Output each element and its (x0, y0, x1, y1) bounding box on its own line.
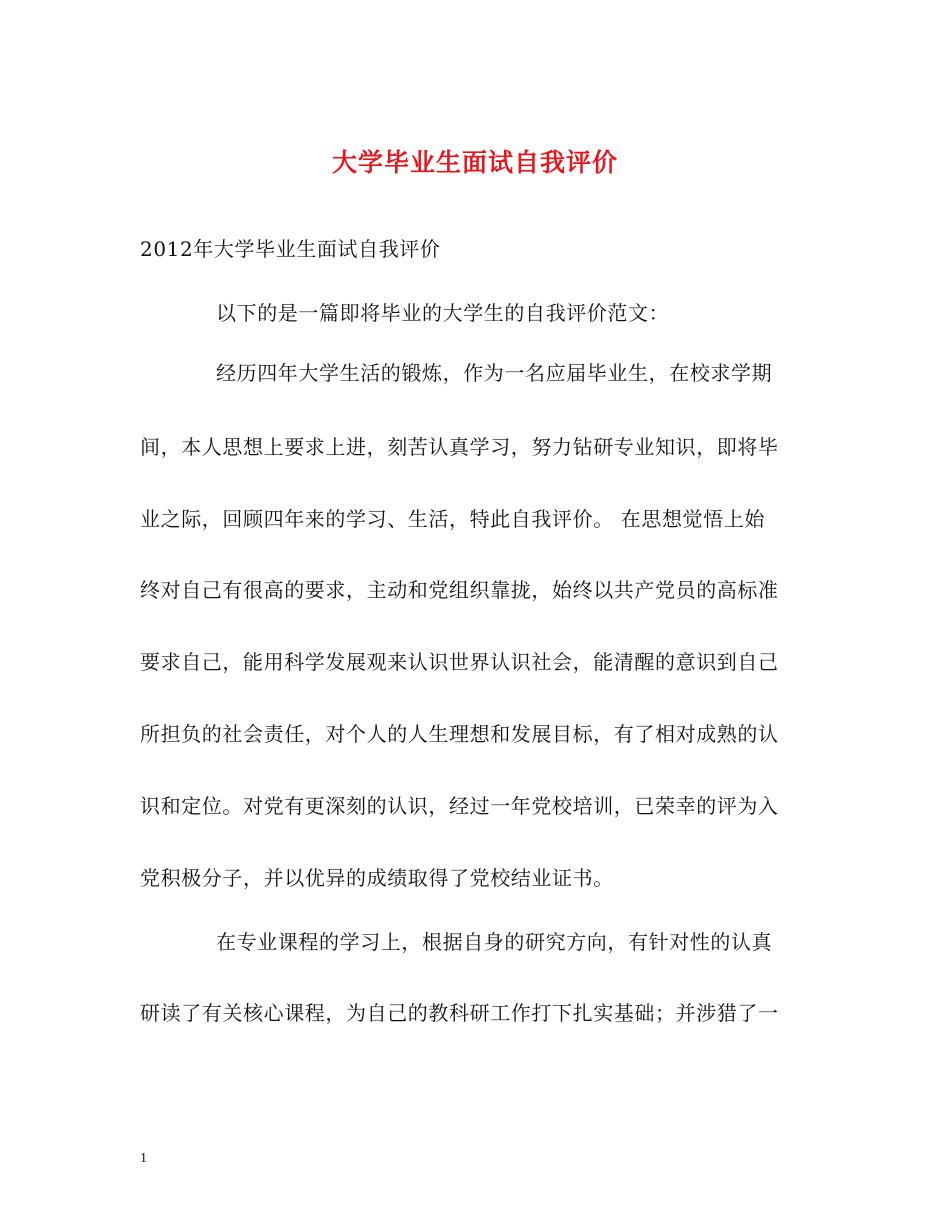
paragraph-line: 党积极分子，并以优异的成绩取得了党校结业证书。 (140, 866, 614, 890)
paragraph-line: 间，本人思想上要求上进，刻苦认真学习，努力钻研专业知识，即将毕 (140, 435, 779, 459)
paragraph-line: 业之际，回顾四年来的学习、生活，特此自我评价。 在思想觉悟上始 (140, 507, 765, 531)
document-subtitle: 2012年大学毕业生面试自我评价 (140, 237, 441, 261)
paragraph-line: 所担负的社会责任，对个人的人生理想和发展目标，有了相对成熟的认 (140, 722, 779, 746)
paragraph-line: 终对自己有很高的要求，主动和党组织靠拢，始终以共产党员的高标准 (140, 578, 779, 602)
document-title: 大学毕业生面试自我评价 (331, 148, 618, 177)
paragraph-line: 识和定位。对党有更深刻的认识，经过一年党校培训，已荣幸的评为入 (140, 794, 779, 818)
page-number: 1 (140, 1151, 147, 1166)
paragraph-line: 研读了有关核心课程，为自己的教科研工作打下扎实基础；并涉猎了一 (140, 1001, 779, 1025)
paragraph-line: 经历四年大学生活的锻炼，作为一名应届毕业生，在校求学期 (216, 361, 773, 385)
paragraph-line: 在专业课程的学习上，根据自身的研究方向，有针对性的认真 (216, 930, 773, 954)
paragraph-line: 要求自己，能用科学发展观来认识世界认识社会，能清醒的意识到自己 (140, 650, 779, 674)
paragraph-line: 以下的是一篇即将毕业的大学生的自我评价范文： (216, 301, 670, 325)
